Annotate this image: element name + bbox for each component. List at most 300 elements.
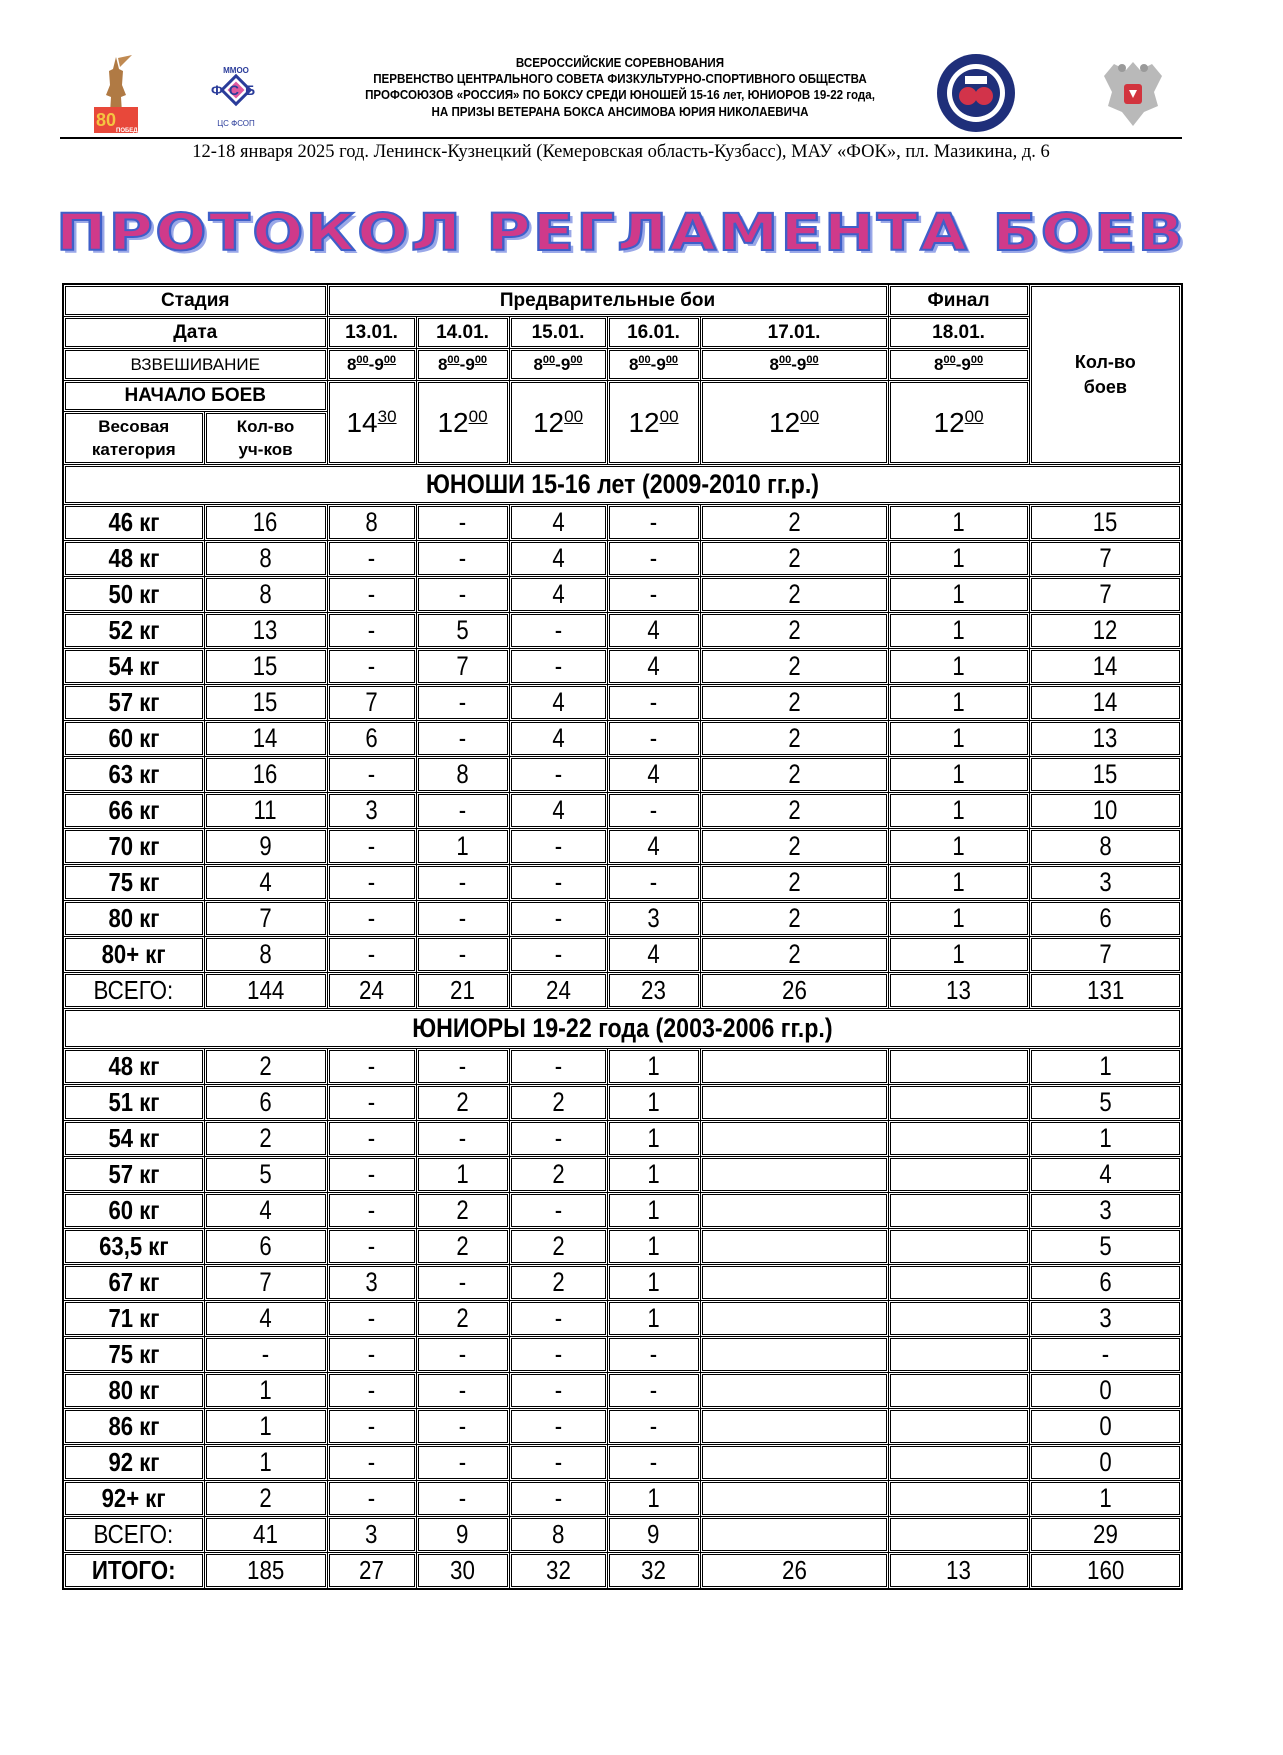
fights-per-day (509, 1517, 607, 1553)
weight-category (63, 1049, 204, 1085)
fights-per-day (509, 1553, 607, 1590)
grand-total-row (63, 1553, 1182, 1590)
cell-value: 1 (952, 723, 965, 753)
cell-value: - (458, 795, 467, 825)
fight-count (1029, 577, 1182, 613)
fights-per-day (327, 1481, 416, 1517)
cell-value: 16 (253, 507, 278, 537)
fights-per-day (327, 1337, 416, 1373)
cell-value: 54 кг (108, 1123, 160, 1153)
weigh-in-time (327, 349, 416, 381)
cell-value: 2 (551, 1159, 565, 1189)
cell-value: 15 (1092, 759, 1118, 789)
cell-value: - (458, 1339, 467, 1369)
date-cell: 13.01. (327, 317, 416, 349)
date-label: Дата (63, 317, 327, 349)
fights-per-day (416, 541, 509, 577)
section-total-row (63, 973, 1182, 1009)
cell-value: ВСЕГО: (93, 1519, 174, 1549)
table-row (63, 1445, 1182, 1481)
fight-count (1029, 505, 1182, 541)
fights-per-day (509, 1265, 607, 1301)
fights-per-day (509, 829, 607, 865)
cell-value: 24 (545, 975, 571, 1005)
table-row (63, 685, 1182, 721)
fights-per-day (509, 1193, 607, 1229)
weight-category (63, 973, 204, 1009)
cell-value: 1 (952, 615, 965, 645)
cell-value: - (649, 867, 658, 897)
cell-value: - (458, 1123, 467, 1153)
fights-per-day (327, 541, 416, 577)
weight-category (63, 1301, 204, 1337)
fights-per-day (327, 1085, 416, 1121)
event-header-line: НА ПРИЗЫ ВЕТЕРАНА БОКСА АНСИМОВА ЮРИЯ НИКОЛАЕВИЧА (431, 104, 809, 119)
cell-value: 80 кг (108, 1375, 160, 1405)
weight-category-line: Весовая (98, 417, 170, 436)
fights-per-day (607, 1337, 700, 1373)
cell-value: 6 (259, 1231, 272, 1261)
cell-value: 7 (1099, 543, 1112, 573)
participant-count (204, 721, 327, 757)
fights-per-day (607, 541, 700, 577)
cell-value: 63 кг (108, 759, 160, 789)
fight-count (1029, 1121, 1182, 1157)
fights-per-day (509, 505, 607, 541)
fights-per-day (607, 973, 700, 1009)
cell-value: - (554, 831, 562, 861)
fights-per-day (888, 793, 1029, 829)
fight-count (1029, 865, 1182, 901)
cell-value: ИТОГО: (91, 1555, 176, 1585)
start-minute: 00 (800, 406, 820, 426)
cell-value: - (367, 1051, 376, 1081)
cell-value: - (554, 903, 562, 933)
fight-count (1029, 1445, 1182, 1481)
fights-per-day (888, 1445, 1029, 1481)
fights-per-day (327, 1193, 416, 1229)
fight-count (1029, 937, 1182, 973)
fights-per-day (509, 649, 607, 685)
header-rule (60, 137, 1182, 139)
table-row (63, 829, 1182, 865)
cell-value: 29 (1092, 1519, 1118, 1549)
fight-count (1029, 973, 1182, 1009)
cell-value: 7 (456, 651, 469, 681)
fight-count (1029, 613, 1182, 649)
fight-count (1029, 541, 1182, 577)
start-time (607, 381, 700, 465)
cell-value: 1 (952, 939, 965, 969)
section-title-text: ЮНОШИ 15-16 лет (2009-2010 гг.р.) (426, 469, 820, 499)
cell-value: 7 (365, 687, 378, 717)
cell-value: 4 (647, 831, 660, 861)
participants-line: Кол-во (236, 417, 295, 436)
fight-count (1029, 1229, 1182, 1265)
cell-value: - (554, 1123, 562, 1153)
cell-value: 51 кг (108, 1087, 160, 1117)
event-header (326, 55, 915, 120)
cell-value: - (458, 1447, 467, 1477)
fights-per-day (607, 1409, 700, 1445)
fights-per-day (607, 793, 700, 829)
fights-per-day (327, 1049, 416, 1085)
cell-value: - (649, 543, 658, 573)
participant-count (204, 757, 327, 793)
table-row (63, 1265, 1182, 1301)
cell-value: 80+ кг (101, 939, 166, 969)
cell-value: 26 (781, 1555, 807, 1585)
weigh-from-hour: 8 (346, 355, 357, 374)
weigh-in-time (607, 349, 700, 381)
cell-value: 2 (787, 651, 801, 681)
cell-value: 8 (365, 507, 378, 537)
date-cell: 17.01. (700, 317, 888, 349)
weigh-to-hour: 9 (560, 355, 571, 374)
cell-value: 6 (365, 723, 378, 753)
fights-per-day (607, 505, 700, 541)
participant-count (204, 793, 327, 829)
cell-value: 160 (1086, 1555, 1124, 1585)
fights-per-day (888, 1517, 1029, 1553)
weigh-to-hour: 9 (374, 355, 384, 374)
start-label: НАЧАЛО БОЕВ (63, 381, 327, 412)
cell-value: 12 (1092, 615, 1118, 645)
cell-value: - (367, 831, 376, 861)
date-cell: 15.01. (509, 317, 607, 349)
weigh-from-hour: 8 (628, 355, 639, 374)
section-title (63, 465, 1182, 505)
weight-category (63, 685, 204, 721)
fights-per-day (607, 649, 700, 685)
schedule-table (62, 283, 1183, 1590)
fights-per-day (509, 901, 607, 937)
cell-value: 3 (1099, 1195, 1112, 1225)
cell-value: - (649, 507, 658, 537)
cell-value: - (367, 903, 376, 933)
cell-value: 2 (787, 507, 801, 537)
cell-value: 2 (787, 579, 801, 609)
participant-count (204, 1193, 327, 1229)
cell-value: 1 (952, 651, 965, 681)
cell-value: 3 (365, 795, 378, 825)
cell-value: 7 (259, 1267, 272, 1297)
fights-per-day (327, 757, 416, 793)
fights-per-day (416, 649, 509, 685)
cell-value: - (458, 543, 467, 573)
weight-category (63, 1229, 204, 1265)
participant-count (204, 1481, 327, 1517)
weigh-from-hour: 8 (769, 355, 779, 374)
weigh-to-hour: 9 (961, 355, 971, 374)
participant-count (204, 937, 327, 973)
cell-value: 9 (259, 831, 272, 861)
participant-count (204, 1553, 327, 1590)
weigh-from-hour: 8 (533, 355, 543, 374)
fight-count (1029, 1373, 1182, 1409)
cell-value: 13 (1092, 723, 1118, 753)
participant-count (204, 901, 327, 937)
weigh-from-min: 00 (778, 354, 792, 366)
cell-value: 1 (647, 1303, 660, 1333)
fights-per-day (509, 973, 607, 1009)
weigh-sep: - (650, 355, 657, 374)
fights-per-day (700, 1337, 888, 1373)
cell-value: 4 (259, 1195, 272, 1225)
fights-per-day (416, 1121, 509, 1157)
cell-value: - (554, 1483, 562, 1513)
fights-per-day (509, 1229, 607, 1265)
cell-value: 92+ кг (101, 1483, 166, 1513)
fights-per-day (888, 577, 1029, 613)
participant-count (204, 1049, 327, 1085)
cell-value: - (367, 1411, 376, 1441)
cell-value: 8 (259, 543, 272, 573)
fights-per-day (700, 1301, 888, 1337)
cell-value: 60 кг (108, 723, 160, 753)
fights-per-day (509, 1049, 607, 1085)
cell-value: - (554, 1339, 562, 1369)
cell-value: 70 кг (108, 831, 160, 861)
cell-value: 2 (787, 903, 801, 933)
cell-value: 75 кг (108, 1339, 160, 1369)
fight-count (1029, 1337, 1182, 1373)
cell-value: 3 (365, 1519, 378, 1549)
cell-value: 2 (551, 1087, 565, 1117)
cell-value: 1 (952, 795, 965, 825)
fights-per-day (416, 1049, 509, 1085)
weight-category (63, 1121, 204, 1157)
weigh-to-min: 00 (806, 354, 819, 366)
fights-per-day (607, 1301, 700, 1337)
fight-count (1029, 1265, 1182, 1301)
fights-per-day (327, 649, 416, 685)
fight-count (1029, 649, 1182, 685)
fights-per-day (700, 505, 888, 541)
weigh-in-time (509, 349, 607, 381)
fights-per-day (327, 505, 416, 541)
cell-value: 2 (787, 795, 801, 825)
start-hour: 12 (437, 406, 469, 438)
fights-per-day (888, 865, 1029, 901)
cell-value: - (458, 1483, 467, 1513)
cell-value: 2 (787, 867, 801, 897)
fights-per-day (607, 1553, 700, 1590)
fights-per-day (700, 865, 888, 901)
fights-per-day (700, 901, 888, 937)
fights-per-day (888, 1229, 1029, 1265)
mmoo-fsb-logo (206, 64, 266, 134)
fight-count-line: боев (1083, 376, 1127, 397)
cell-value: - (649, 687, 658, 717)
fights-per-day (416, 1445, 509, 1481)
cell-value: 15 (253, 651, 278, 681)
fight-count (1029, 793, 1182, 829)
fights-per-day (700, 1157, 888, 1193)
weigh-in-time (700, 349, 888, 381)
start-minute: 00 (468, 406, 488, 426)
cell-value: 6 (1099, 903, 1112, 933)
cell-value: - (458, 1051, 467, 1081)
weigh-from-min: 00 (638, 354, 651, 366)
fights-per-day (416, 793, 509, 829)
cell-value: - (649, 1411, 658, 1441)
cell-value: 1 (952, 507, 965, 537)
cell-value: 2 (259, 1483, 272, 1513)
fights-per-day (416, 613, 509, 649)
fights-per-day (327, 901, 416, 937)
fights-per-day (416, 1157, 509, 1193)
table-row (63, 1085, 1182, 1121)
cell-value: 1 (1099, 1123, 1112, 1153)
fsb-letters: ФСБ (210, 82, 262, 98)
fights-per-day (700, 973, 888, 1009)
fights-per-day (416, 1193, 509, 1229)
cell-value: 32 (641, 1555, 666, 1585)
fights-per-day (700, 1409, 888, 1445)
cell-value: 2 (787, 687, 801, 717)
cell-value: 5 (456, 615, 469, 645)
table-row (63, 1121, 1182, 1157)
fights-per-day (509, 793, 607, 829)
stage-label: Стадия (63, 284, 327, 317)
fight-count (1029, 901, 1182, 937)
fight-count (1029, 1193, 1182, 1229)
weigh-from-min: 00 (447, 354, 460, 366)
weight-category-line: категория (91, 440, 176, 459)
fights-per-day (888, 505, 1029, 541)
cell-value: - (554, 1051, 562, 1081)
cell-value: - (367, 543, 376, 573)
cell-value: 92 кг (108, 1447, 160, 1477)
fights-per-day (607, 721, 700, 757)
weight-category (63, 1481, 204, 1517)
weight-category (63, 1085, 204, 1121)
cell-value: 60 кг (108, 1195, 160, 1225)
weight-category (63, 1157, 204, 1193)
fights-per-day (416, 901, 509, 937)
weigh-to-hour: 9 (656, 355, 666, 374)
fights-per-day (509, 1481, 607, 1517)
cell-value: - (649, 1375, 658, 1405)
fights-per-day (509, 1085, 607, 1121)
fights-per-day (607, 1265, 700, 1301)
fight-count-line: Кол-во (1074, 351, 1136, 372)
cell-value: 71 кг (108, 1303, 160, 1333)
cell-value: - (649, 1339, 658, 1369)
fights-per-day (888, 973, 1029, 1009)
fights-per-day (607, 1049, 700, 1085)
weigh-from-hour: 8 (437, 355, 448, 374)
cell-value: 5 (259, 1159, 272, 1189)
cell-value: 3 (1099, 867, 1112, 897)
cell-value: 57 кг (108, 687, 160, 717)
fights-per-day (607, 1157, 700, 1193)
fights-per-day (607, 1373, 700, 1409)
participants-header (204, 412, 327, 465)
cell-value: 8 (1099, 831, 1112, 861)
weight-category (63, 1373, 204, 1409)
cell-value: 1 (647, 1195, 660, 1225)
cell-value: 14 (1092, 651, 1118, 681)
fights-per-day (888, 1193, 1029, 1229)
fights-per-day (509, 577, 607, 613)
participant-count (204, 1301, 327, 1337)
fights-per-day (700, 1121, 888, 1157)
fights-per-day (416, 1409, 509, 1445)
fights-per-day (607, 577, 700, 613)
date-cell: 16.01. (607, 317, 700, 349)
cell-value: - (367, 1483, 376, 1513)
cell-value: - (554, 1375, 562, 1405)
cell-value: 6 (259, 1087, 272, 1117)
fights-per-day (416, 1085, 509, 1121)
cell-value: 1 (647, 1159, 660, 1189)
event-header-line: ВСЕРОССИЙСКИЕ СОРЕВНОВАНИЯ (515, 56, 725, 70)
weight-category (63, 937, 204, 973)
russian-eagle-emblem (1100, 56, 1166, 130)
fights-per-day (700, 685, 888, 721)
fights-per-day (888, 1481, 1029, 1517)
weigh-sep: - (955, 355, 962, 374)
cell-value: - (458, 1267, 467, 1297)
section-title-text: ЮНИОРЫ 19-22 года (2003-2006 гг.р.) (412, 1013, 833, 1043)
fights-per-day (700, 757, 888, 793)
participant-count (204, 865, 327, 901)
fights-per-day (416, 1553, 509, 1590)
weight-category (63, 1553, 204, 1590)
cell-value: - (367, 867, 376, 897)
cell-value: ВСЕГО: (93, 975, 174, 1005)
fights-per-day (416, 1265, 509, 1301)
fights-per-day (700, 937, 888, 973)
fights-per-day (327, 829, 416, 865)
fights-per-day (700, 613, 888, 649)
cell-value: - (367, 1087, 376, 1117)
fights-per-day (509, 865, 607, 901)
cell-value: 0 (1099, 1447, 1112, 1477)
cell-value: 1 (952, 579, 965, 609)
fights-per-day (888, 757, 1029, 793)
cell-value: 86 кг (108, 1411, 160, 1441)
weigh-in-time (888, 349, 1029, 381)
cell-value: 4 (259, 867, 272, 897)
fight-count (1029, 721, 1182, 757)
fights-per-day (509, 685, 607, 721)
cell-value: - (367, 1159, 376, 1189)
cell-value: - (367, 1375, 376, 1405)
cell-value: 27 (359, 1555, 384, 1585)
fights-per-day (888, 1121, 1029, 1157)
venue-line: 12-18 января 2025 год. Ленинск-Кузнецкий (Кемеровская область-Кузбасс), МАУ «ФОК», пл. Мазикина, д. 6 (192, 142, 1050, 162)
weigh-sep: - (368, 355, 375, 374)
cell-value: 4 (647, 759, 660, 789)
cell-value: 80 кг (108, 903, 160, 933)
cell-value: 30 (450, 1555, 475, 1585)
cell-value: 185 (246, 1555, 285, 1585)
cell-value: 2 (787, 939, 801, 969)
fights-per-day (700, 1445, 888, 1481)
fights-per-day (416, 1229, 509, 1265)
cell-value: 7 (259, 903, 272, 933)
event-header-line: ПЕРВЕНСТВО ЦЕНТРАЛЬНОГО СОВЕТА ФИЗКУЛЬТУРНО-СПОРТИВНОГО ОБЩЕСТВА (373, 72, 867, 87)
fights-per-day (607, 1517, 700, 1553)
table-row (63, 865, 1182, 901)
cell-value: - (458, 723, 467, 753)
fights-per-day (509, 1373, 607, 1409)
cell-value: 2 (456, 1303, 469, 1333)
fights-per-day (416, 721, 509, 757)
